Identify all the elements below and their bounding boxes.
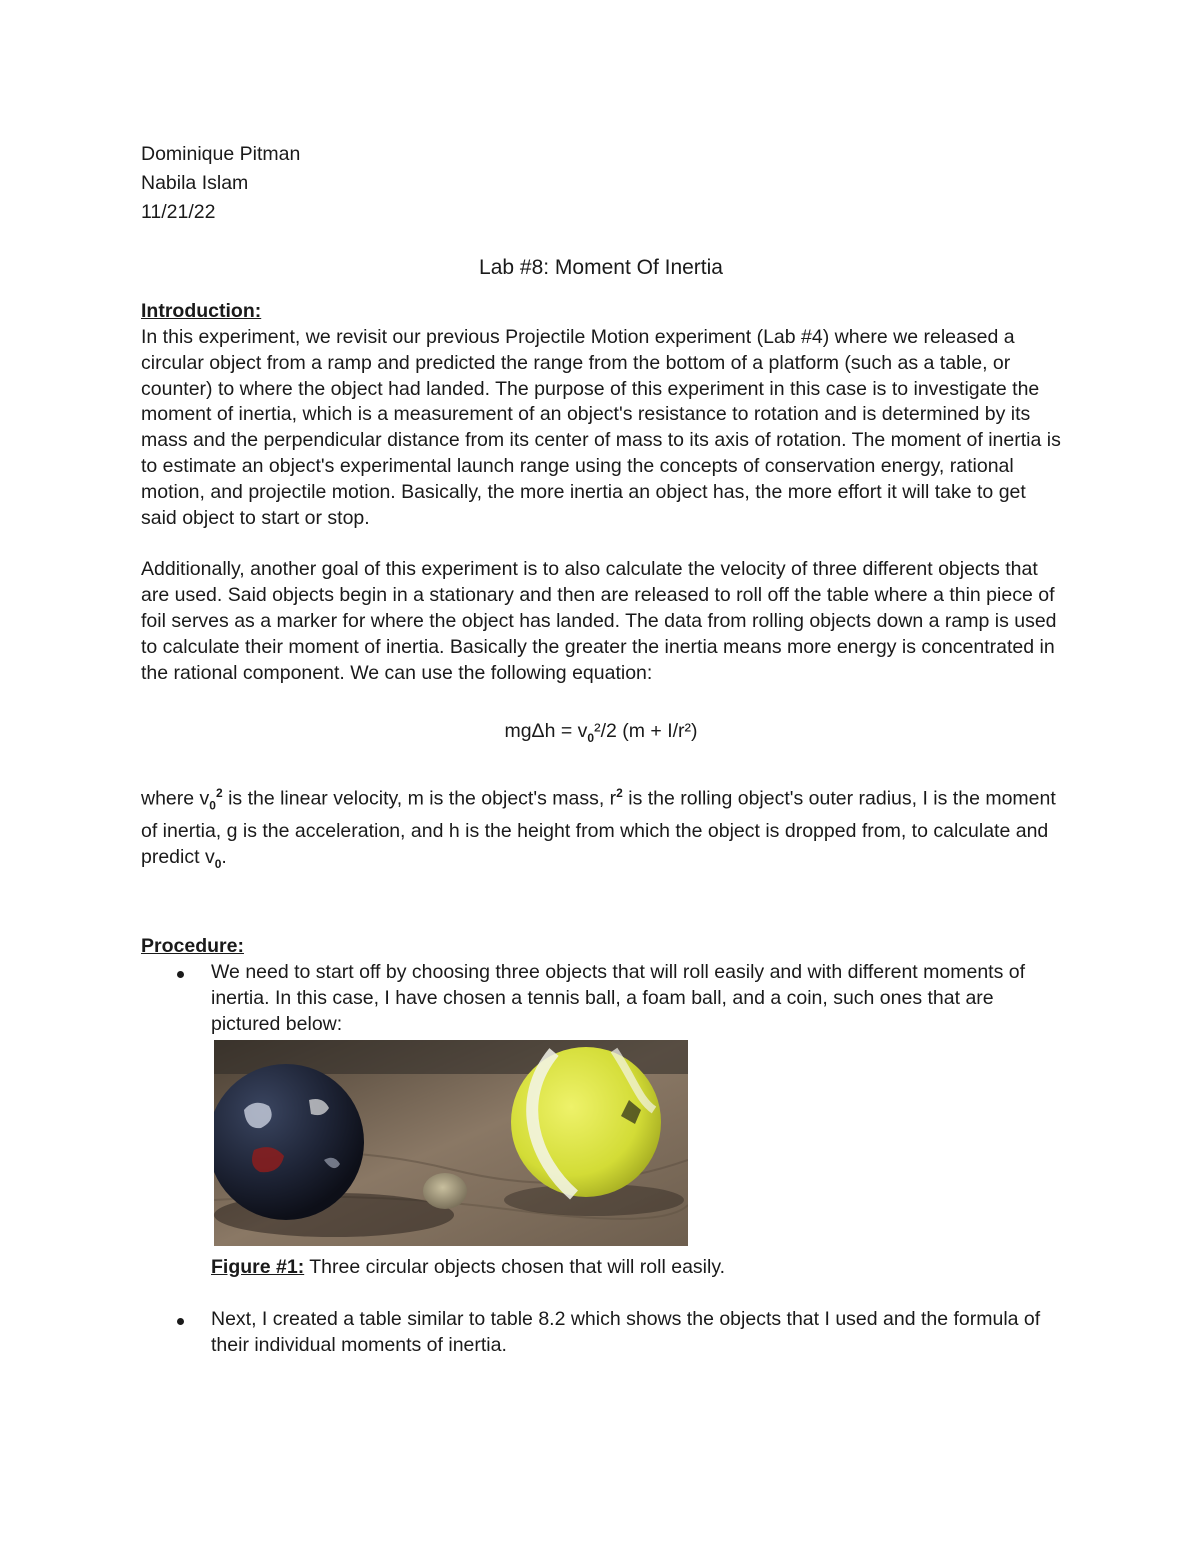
procedure-list xyxy=(141,960,1061,1037)
coin xyxy=(423,1173,467,1209)
author-name-2: Nabila Islam xyxy=(141,172,249,194)
subscript: 0 xyxy=(209,798,216,813)
procedure-step-2 xyxy=(141,1307,1061,1359)
superscript: 2 xyxy=(616,786,623,801)
report-date: 11/21/22 xyxy=(141,201,216,223)
procedure-step-text: Next, I created a table similar to table 8.2 which shows the objects that I used and the formula of their individual moments of inertia. xyxy=(211,1308,1041,1357)
text-run: is the linear velocity, m is the object's mass, r xyxy=(222,787,617,810)
document-body xyxy=(141,140,1061,1359)
text-run: is the rolling object's outer radius, I is the moment of inertia, g is the acceleration, and h is the height from which the object is dropped from, to calculate and predict v xyxy=(141,787,1056,869)
author-name-1: Dominique Pitman xyxy=(141,143,301,165)
subscript: 0 xyxy=(214,857,222,872)
document-title: Lab #8: Moment Of Inertia xyxy=(479,256,723,279)
bullet-icon xyxy=(177,971,184,978)
equation-subscript: 0 xyxy=(587,731,595,746)
equation xyxy=(141,718,1061,751)
procedure-heading: Procedure: xyxy=(141,934,244,957)
objects-photo xyxy=(214,1040,688,1246)
procedure-list-continued xyxy=(141,1307,1061,1359)
introduction-paragraph-1: In this experiment, we revisit our previous Projectile Motion experiment (Lab #4) where we released a circular object from a ramp and predicted the range from the bottom of a platform (such as a table, or counter) to where the object had landed. The purpose of this experiment in this case is to investigate the moment of inertia, which is a measurement of an object's resistance to rotation and is determined by its mass and the perpendicular distance from its center of mass to its axis of rotation. The moment of inertia is to estimate an object's experimental launch range using the concepts of conservation energy, rational motion, and projectile motion. Basically, the more inertia an object has, the more effort it will take to get said object to start or stop. xyxy=(141,326,1061,529)
foam-ball xyxy=(214,1064,364,1220)
text-run: . xyxy=(221,846,227,869)
introduction-paragraph-3 xyxy=(141,781,1061,878)
figure-caption xyxy=(141,1254,1061,1280)
introduction-paragraph-2: Additionally, another goal of this experiment is to also calculate the velocity of three different objects that are used. Said objects begin in a stationary and then are released to roll off the table where a thin piece of foil serves as a marker for where the object has landed. The data from rolling objects down a ramp is used to calculate their moment of inertia. Basically the greater the inertia means more energy is concentrated in the rational component. We can use the following equation: xyxy=(141,558,1057,684)
figure-caption-text: Three circular objects chosen that will roll easily. xyxy=(304,1256,726,1279)
introduction-heading: Introduction: xyxy=(141,300,262,322)
procedure-step-text: We need to start off by choosing three objects that will roll easily and with different moments of inertia. In this case, I have chosen a tennis ball, a foam ball, and a coin, such ones that are pictured below: xyxy=(211,960,1026,1035)
procedure-step-1 xyxy=(141,960,1061,1037)
equation-part: ²/2 (m + I/r²) xyxy=(594,720,698,743)
equation-part: mgΔh = v xyxy=(504,720,588,743)
figure-label: Figure #1: xyxy=(211,1256,305,1279)
bullet-icon xyxy=(177,1318,184,1325)
text-run: where v xyxy=(141,787,210,810)
superscript: 2 xyxy=(215,786,223,801)
figure-photo xyxy=(214,1040,688,1246)
